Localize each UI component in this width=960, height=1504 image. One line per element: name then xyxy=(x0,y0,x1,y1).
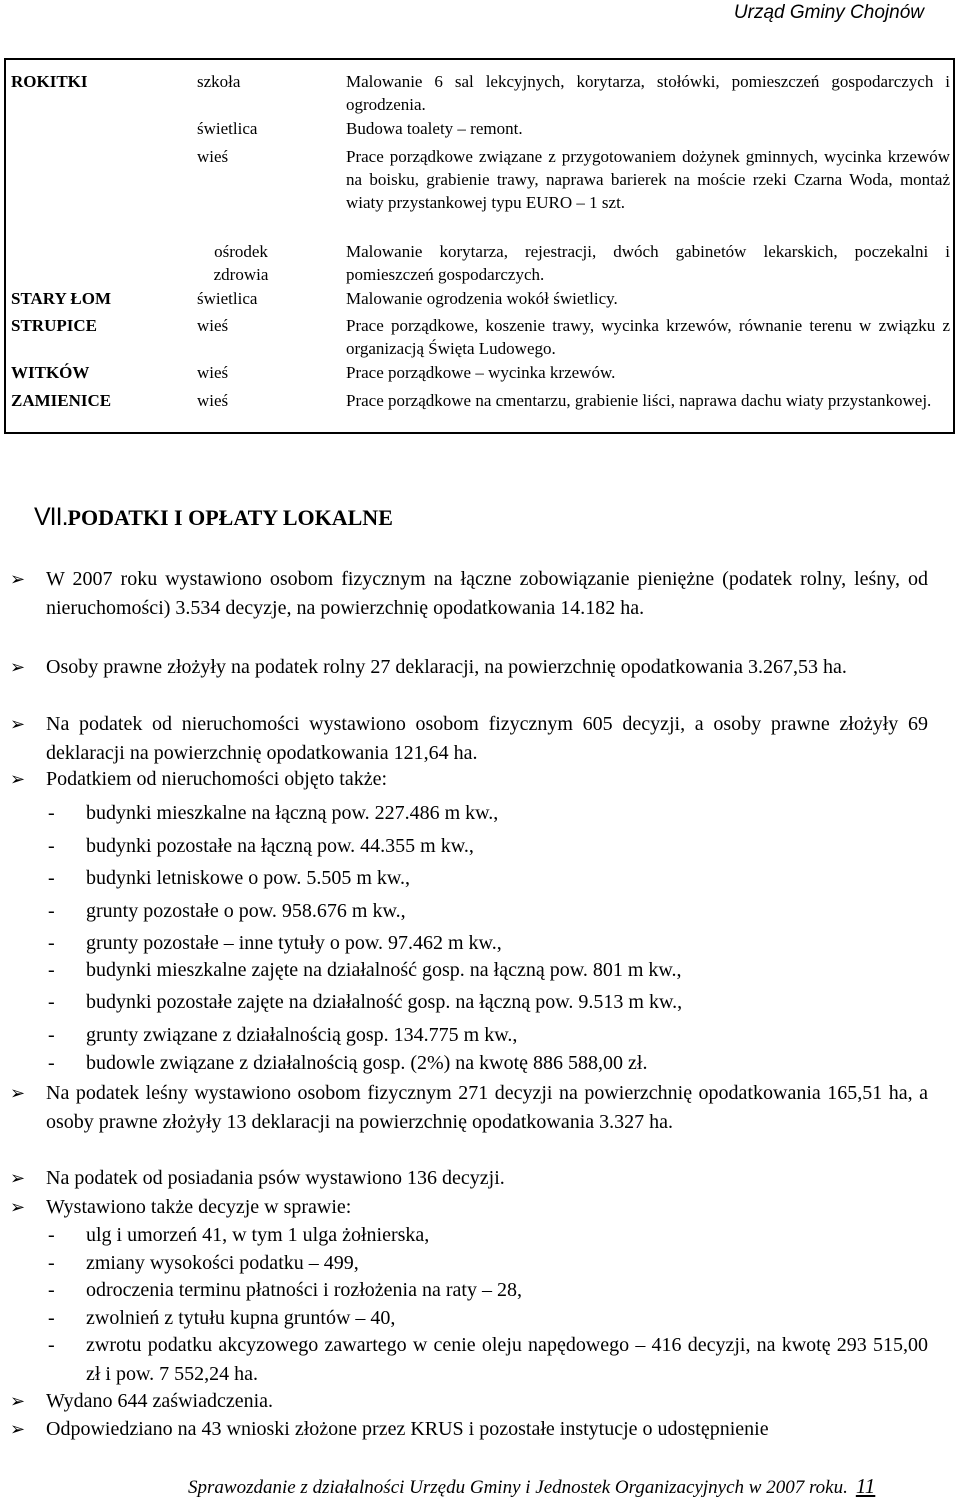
section-heading xyxy=(34,503,393,532)
item-text: Podatkiem od nieruchomości objęto także: xyxy=(46,768,388,790)
dash-marker: - xyxy=(48,1224,55,1246)
item-text: Wystawiono także decyzje w sprawie: xyxy=(46,1196,352,1218)
footer-text: Sprawozdanie z działalności Urzędu Gminy i Jednostek Organizacyjnych w 2007 roku. xyxy=(188,1477,848,1498)
bullet-arrow-icon: ➢ xyxy=(10,714,26,735)
description-cell: Prace porządkowe na cmentarzu, grabienie liści, naprawa dachu wiaty przystankowej. xyxy=(346,391,932,410)
page-number: 11 xyxy=(855,1474,876,1498)
sub-item-text: odroczenia terminu płatności i rozłożenia na raty – 28, xyxy=(86,1279,522,1301)
sub-item-text: grunty związane z działalnością gosp. 134.775 m kw., xyxy=(86,1024,518,1046)
item-text: W 2007 roku wystawiono osobom fizycznym na łączne zobowiązanie pieniężne (podatek rolny, leśny, od nieruchomości) 3.534 decyzje, na powierzchnię opodatkowania 14.182 ha. xyxy=(46,568,928,619)
village-cell: WITKÓW xyxy=(11,363,90,382)
village-cell: STARY ŁOM xyxy=(11,289,111,308)
village-cell: ROKITKI xyxy=(11,72,88,91)
dash-marker: - xyxy=(48,900,55,922)
sub-item-text: zwolnień z tytułu kupna gruntów – 40, xyxy=(86,1307,396,1329)
sub-item-text: budynki mieszkalne na łączną pow. 227.486 m kw., xyxy=(86,802,499,824)
sub-item-text: grunty pozostałe o pow. 958.676 m kw., xyxy=(86,900,406,922)
dash-marker: - xyxy=(48,1024,55,1046)
section-number: VII. xyxy=(34,503,68,531)
sub-item-text: zmiany wysokości podatku – 499, xyxy=(86,1252,359,1274)
sub-item-text: budynki letniskowe o pow. 5.505 m kw., xyxy=(86,867,411,889)
dash-marker: - xyxy=(48,1279,55,1301)
description-cell: Prace porządkowe, koszenie trawy, wycinka krzewów, równanie terenu w związku z organizacją Święta Ludowego. xyxy=(346,316,950,358)
item-text: Osoby prawne złożyły na podatek rolny 27 deklaracji, na powierzchnię opodatkowania 3.267,53 ha. xyxy=(46,656,847,678)
dash-marker: - xyxy=(48,835,55,857)
item-text: Na podatek od nieruchomości wystawiono osobom fizycznym 605 decyzji, a osoby prawne złożyły 69 deklaracji na powierzchnię opodatkowania 121,64 ha. xyxy=(46,713,928,764)
description-cell: Prace porządkowe związane z przygotowaniem dożynek gminnych, wycinka krzewów na boisku, grabienie trawy, naprawa barierek na moście rzeki Czarna Woda, montaż wiaty przystankowej typu EURO – 1 szt. xyxy=(346,147,950,212)
sub-item-text: budynki pozostałe na łączną pow. 44.355 m kw., xyxy=(86,835,474,857)
sub-item-text: budynki mieszkalne zajęte na działalność gosp. na łączną pow. 801 m kw., xyxy=(86,959,682,981)
dash-marker: - xyxy=(48,932,55,954)
bullet-arrow-icon: ➢ xyxy=(10,657,26,678)
object-cell: wieś xyxy=(197,363,229,382)
object-cell: ośrodek zdrowia xyxy=(213,242,269,284)
sub-item-text: grunty pozostałe – inne tytuły o pow. 97.462 m kw., xyxy=(86,932,502,954)
sub-item-text: ulg i umorzeń 41, w tym 1 ulga żołnierska, xyxy=(86,1224,430,1246)
sub-item-text: zwrotu podatku akcyzowego zawartego w cenie oleju napędowego – 416 decyzji, na kwotę 293 515,00 zł i pow. 7 552,24 ha. xyxy=(86,1334,928,1385)
bullet-arrow-icon: ➢ xyxy=(10,1083,26,1104)
bullet-arrow-icon: ➢ xyxy=(10,569,26,590)
description-cell: Malowanie 6 sal lekcyjnych, korytarza, stołówki, pomieszczeń gospodarczych i ogrodzenia. xyxy=(346,72,950,114)
page-footer xyxy=(188,1474,875,1499)
description-cell: Budowa toalety – remont. xyxy=(346,119,523,138)
sub-item-text: budynki pozostałe zajęte na działalność gosp. na łączną pow. 9.513 m kw., xyxy=(86,991,683,1013)
section-title: PODATKI I OPŁATY LOKALNE xyxy=(67,505,393,530)
item-text: Na podatek od posiadania psów wystawiono 136 decyzji. xyxy=(46,1167,505,1189)
item-text: Na podatek leśny wystawiono osobom fizycznym 271 decyzji na powierzchnię opodatkowania 165,51 ha, a osoby prawne złożyły 13 deklaracji na powierzchnię opodatkowania 3.327 ha. xyxy=(46,1082,928,1133)
village-cell: STRUPICE xyxy=(11,316,97,335)
dash-marker: - xyxy=(48,1052,55,1074)
bullet-arrow-icon: ➢ xyxy=(10,1419,26,1440)
village-cell: ZAMIENICE xyxy=(11,391,112,410)
object-cell: wieś xyxy=(197,147,229,166)
bullet-arrow-icon: ➢ xyxy=(10,1197,26,1218)
object-cell: wieś xyxy=(197,391,229,410)
object-cell: szkoła xyxy=(197,72,241,91)
dash-marker: - xyxy=(48,867,55,889)
dash-marker: - xyxy=(48,959,55,981)
item-text: Odpowiedziano na 43 wnioski złożone przez KRUS i pozostałe instytucje o udostępnienie xyxy=(46,1418,769,1440)
item-text: Wydano 644 zaświadczenia. xyxy=(46,1390,274,1412)
sub-item-text: budowle związane z działalnością gosp. (2%) na kwotę 886 588,00 zł. xyxy=(86,1052,648,1074)
description-cell: Malowanie ogrodzenia wokół świetlicy. xyxy=(346,289,618,308)
description-cell: Malowanie korytarza, rejestracji, dwóch gabinetów lekarskich, poczekalni i pomieszczeń gospodarczych. xyxy=(346,242,950,284)
page-header: Urząd Gminy Chojnów xyxy=(733,2,924,23)
works-table xyxy=(4,58,955,434)
bullet-arrow-icon: ➢ xyxy=(10,1391,26,1412)
dash-marker: - xyxy=(48,991,55,1013)
object-cell: świetlica xyxy=(197,119,258,138)
dash-marker: - xyxy=(48,1307,55,1329)
bullet-arrow-icon: ➢ xyxy=(10,1168,26,1189)
bullet-arrow-icon: ➢ xyxy=(10,769,26,790)
object-cell: wieś xyxy=(197,316,229,335)
object-cell: świetlica xyxy=(197,289,258,308)
dash-marker: - xyxy=(48,1252,55,1274)
description-cell: Prace porządkowe – wycinka krzewów. xyxy=(346,363,616,382)
dash-marker: - xyxy=(48,802,55,824)
dash-marker: - xyxy=(48,1334,55,1356)
